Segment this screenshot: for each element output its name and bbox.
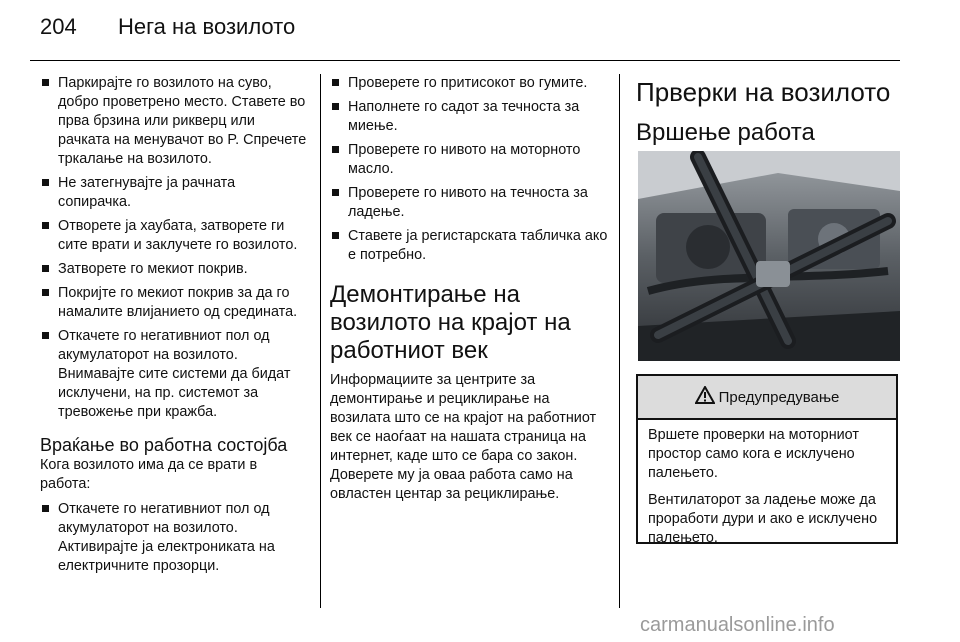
page-title: Нега на возилото	[118, 14, 296, 39]
column-divider-1	[320, 74, 321, 608]
section-subtitle-performing-work: Вршење работа	[636, 119, 815, 146]
section-title-vehicle-checks: Прверки на возилото	[636, 77, 891, 107]
column-left	[40, 74, 310, 581]
end-of-life-paragraph: Информациите за центрите за демонтирање и рециклирање на возилата што се на крајот на работниот век се наоѓаат на нашата страница на интернет, каде што се бара со закон. Доверете му ја оваа работа само на овластен центар за рециклирање.	[330, 372, 597, 502]
list-item: Проверете го нивото на моторното масло.	[330, 141, 610, 179]
restore-intro-text: Кога возилото има да се врати в работа:	[40, 457, 258, 492]
list-item: Проверете го притисокот во гумите.	[330, 74, 610, 93]
column-middle	[330, 74, 610, 510]
warning-header	[638, 376, 896, 420]
list-item: Паркирајте го возилото на суво, добро проветрено место. Ставете во прва брзина или рикверц или рачката на менувачот во P. Спречете тркалање на возилото.	[40, 74, 310, 169]
engine-bay-illustration	[638, 151, 900, 361]
storage-steps-list	[40, 74, 310, 422]
list-item: Затворете го мекиот покрив.	[40, 260, 310, 279]
list-item: Откачете го негативниот пол од акумулаторот на возилото. Внимавајте сите системи да бидат исклучени, на пр. системот за тревожење при кражба.	[40, 327, 310, 422]
list-item: Откачете го негативниот пол од акумулаторот на возилото. Активирајте ја електрониката на електричните прозорци.	[40, 500, 310, 576]
restore-steps-list	[40, 500, 310, 576]
engine-bay-photo	[638, 151, 900, 361]
list-item: Не затегнувајте ја рачната сопирачка.	[40, 174, 310, 212]
warning-body	[638, 420, 896, 548]
check-steps-list	[330, 74, 610, 265]
column-right	[636, 74, 900, 148]
list-item: Проверете го нивото на течноста за ладење.	[330, 184, 610, 222]
warning-paragraph: Вентилаторот за ладење може да проработи дури и ако е исклучено палењето.	[648, 492, 878, 546]
list-item: Покријте го мекиот покрив за да го намалите влијанието од средината.	[40, 284, 310, 322]
warning-paragraph: Вршете проверки на моторниот простор само кога е исклучено палењето.	[648, 427, 859, 481]
header-rule	[30, 60, 900, 61]
list-item: Отворете ја хаубата, затворете ги сите врати и заклучете го возилото.	[40, 217, 310, 255]
watermark: carmanualsonline.info	[640, 614, 835, 636]
warning-heading: Предупредување	[718, 388, 840, 406]
page-number: 204	[40, 14, 77, 39]
section-heading-restore: Враќање во работна состојба	[40, 435, 288, 455]
warning-box	[636, 374, 898, 544]
list-item: Наполнете го садот за течноста за миење.	[330, 98, 610, 136]
column-divider-2	[619, 74, 620, 608]
list-item: Ставете ја регистарската табличка ако е потребно.	[330, 227, 610, 265]
warning-triangle-icon	[695, 386, 715, 408]
section-heading-end-of-life: Демонтирање на возилото на крајот на работниот век	[330, 281, 571, 364]
